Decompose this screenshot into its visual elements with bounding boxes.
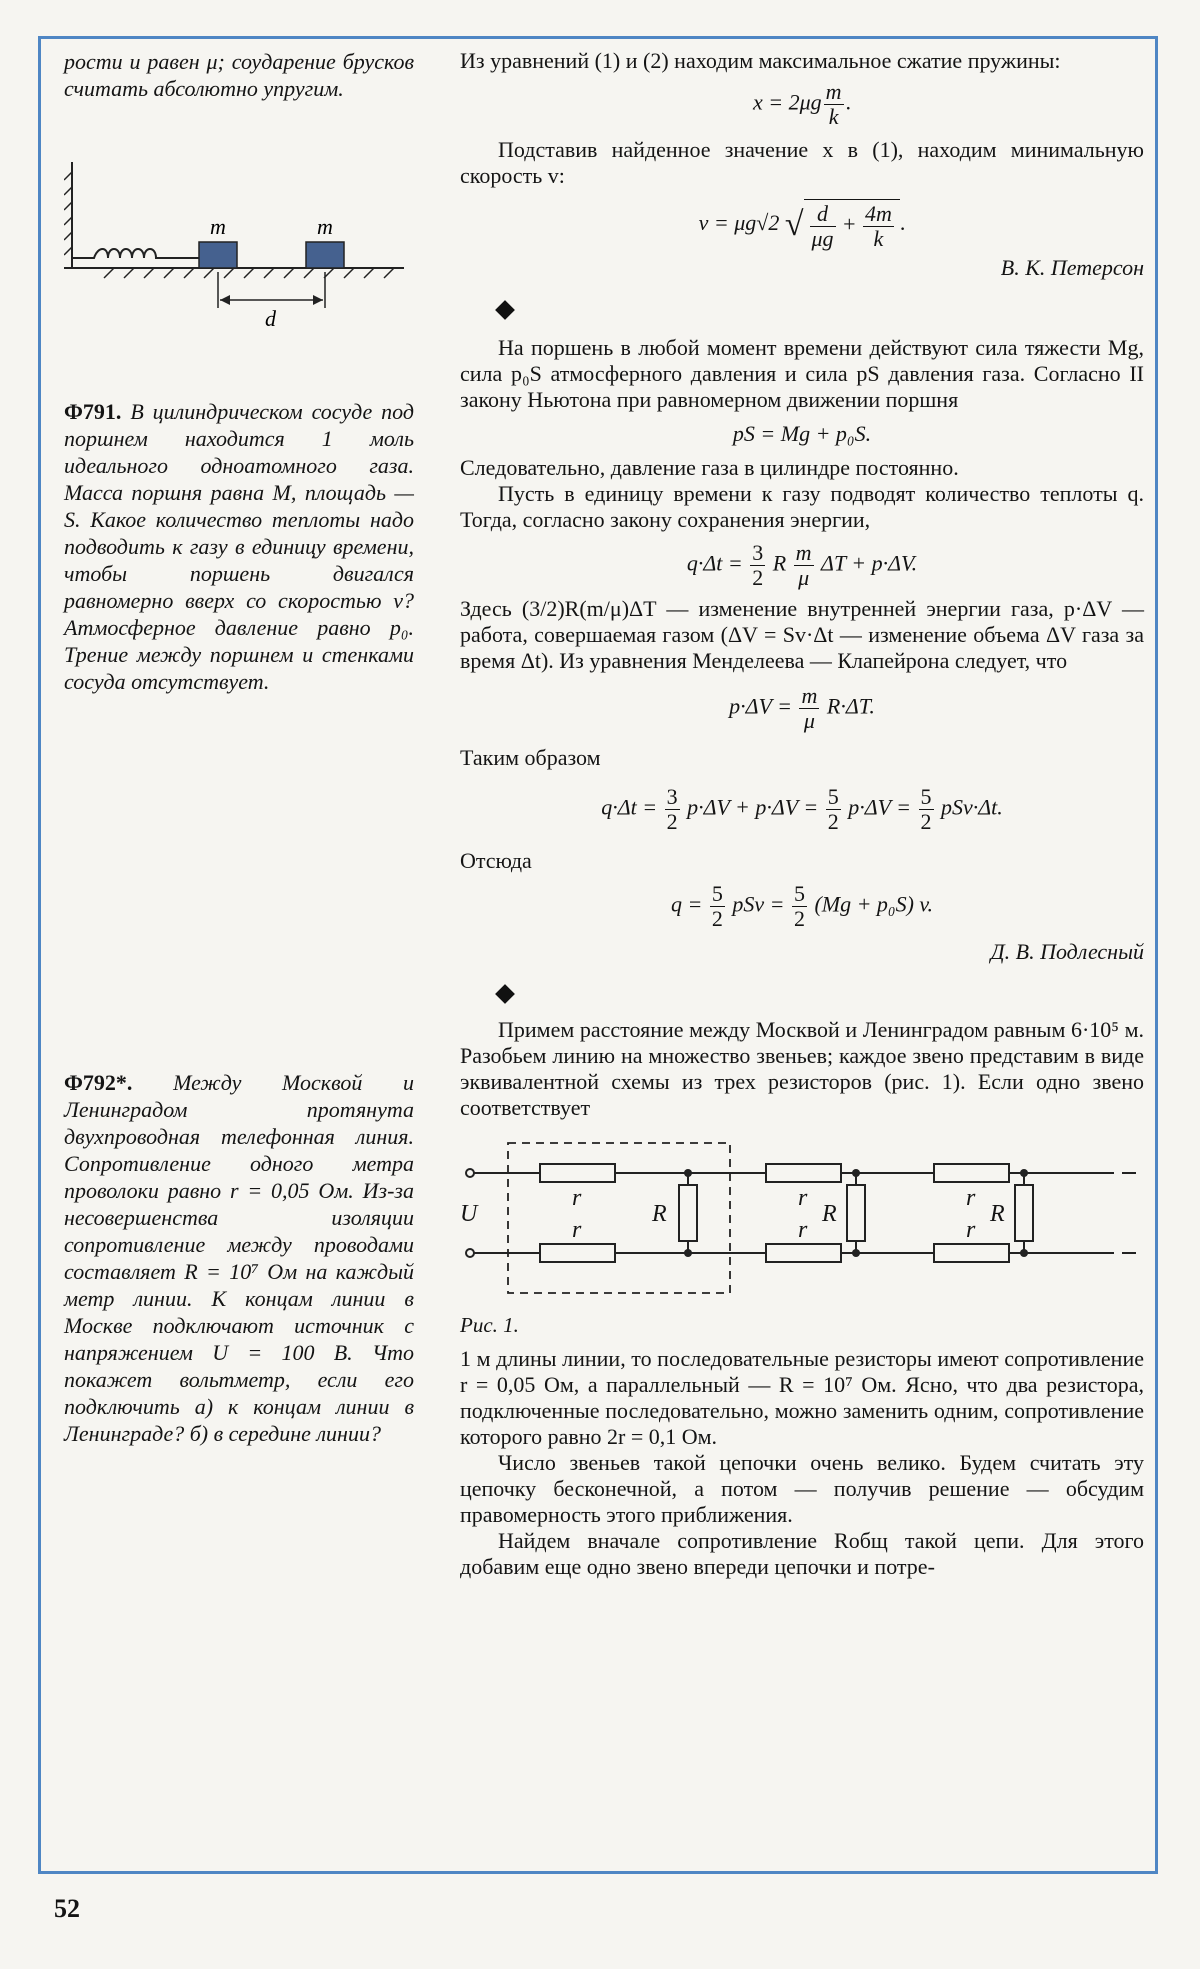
sol791-formula-4: q·Δt = $\frac{3}{2}$ p·ΔV + p·ΔV = $\frac{5}{2}$ p·ΔV = $\frac{5}{2}$ pSv·Δt.	[601, 784, 1003, 834]
sol792-paragraph-4: Найдем вначале сопротивление Rобщ такой цепи. Для этого добавим еще одно звено впереди цепочки и потре-	[460, 1528, 1144, 1579]
label-R-2: R	[822, 1201, 837, 1227]
block-right	[306, 242, 344, 268]
resistor-R-1	[679, 1185, 697, 1241]
sol790-author: В. К. Петерсон	[1000, 255, 1144, 280]
sol791-author: Д. В. Подлесный	[990, 939, 1144, 964]
sol791-formula-5: q = $\frac{5}{2}$ pSv = $\frac{5}{2}$ (Mg + p₀S) v.	[670, 881, 934, 931]
circuit-diagram	[460, 1133, 1144, 1303]
sol790-paragraph-2: Подставив найденное значение x в (1), находим минимальную скорость v:	[460, 137, 1144, 188]
sol792-paragraph-1: Примем расстояние между Москвой и Ленинградом равным 6·10⁵ м. Разобьем линию на множество звеньев; каждое звено представим в виде эквивалентной схемы из трех резисторов (рис. 1). Если одно звено соответствует	[460, 1017, 1144, 1120]
problem-f791-text: В цилиндрическом сосуде под поршнем находится 1 моль идеального одноатомного газа. Масса поршня равна M, площадь — S. Какое количество теплоты надо подводить к газу в единицу времени, чтобы поршень двигался равномерно вверх со скоростью v? Атмосферное давление равно p₀. Трение между поршнем и стенками сосуда отсутствует.	[64, 399, 415, 694]
sol791-paragraph-5: Таким образом	[460, 745, 601, 770]
sol790-formula-1: x = 2μg $\frac{m}{k}$ .	[752, 79, 852, 129]
problem-f792	[64, 1069, 414, 1447]
sol791-paragraph-1: На поршень в любой момент времени действуют сила тяжести Mg, сила p₀S атмосферного давления и сила pS давления газа. Согласно II закону Ньютона при равномерном движении поршня	[460, 335, 1144, 412]
section-diamond-1	[495, 300, 515, 320]
distance-label: d	[265, 306, 276, 330]
sol791-paragraph-3: Пусть в единицу времени к газу подводят количество теплоты q. Тогда, согласно закону сохранения энергии,	[460, 481, 1144, 532]
page-number: 52	[54, 1894, 80, 1923]
spring	[72, 249, 199, 258]
label-r-bottom-3: r	[966, 1217, 976, 1243]
sol791-paragraph-2: Следовательно, давление газа в цилиндре постоянно.	[460, 455, 959, 480]
resistor-r-top-2	[766, 1164, 841, 1182]
problem-f791	[64, 398, 414, 695]
label-r-bottom-2: r	[798, 1217, 808, 1243]
resistor-R-2	[847, 1185, 865, 1241]
section-diamond-2	[495, 984, 515, 1004]
resistor-r-bottom-2	[766, 1244, 841, 1262]
sol790-formula-2: v = μg√2 √ $\frac{d}{\mu g}$ + $\frac{4m}{k}$ .	[698, 201, 906, 251]
problem-f791-id: Ф791.	[64, 399, 122, 424]
problem-f792-text: Между Москвой и Ленинградом протянута двухпроводная телефонная линия. Сопротивление одного метра проволоки равно r = 0,05 Ом. Из-за несовершенства изоляции сопротивление между проводами составляет R = 10⁷ Ом на каждый метр линии. К концам линии в Москве подключают источник с напряжением U = 100 В. Что покажет вольтметр, если его подключить а) к концам линии в Ленинграде? б) в середине линии?	[64, 1070, 414, 1446]
label-r-top-1: r	[572, 1185, 582, 1211]
input-terminal-top	[466, 1169, 474, 1177]
sol792-paragraph-3: Число звеньев такой цепочки очень велико. Будем считать эту цепочку бесконечной, а потом — получив решение — обсудим правомерность этого приближения.	[460, 1450, 1144, 1527]
resistor-r-bottom-1	[540, 1244, 615, 1262]
problem-f792-id: Ф792*.	[64, 1070, 133, 1095]
block-left	[199, 242, 237, 268]
resistor-r-top-3	[934, 1164, 1009, 1182]
source-label-U: U	[460, 1201, 478, 1227]
label-R-3: R	[990, 1201, 1005, 1227]
sol791-formula-2: q·Δt = $\frac{3}{2}$ R $\frac{m}{\mu}$ ΔT + p·ΔV.	[686, 540, 918, 590]
right-column	[460, 48, 1144, 1580]
mass-label-1: m	[210, 214, 226, 239]
label-r-top-2: r	[798, 1185, 808, 1211]
label-r-bottom-1: r	[572, 1217, 582, 1243]
sol791-formula-1: pS = Mg + p₀S.	[732, 421, 872, 446]
resistor-R-3	[1015, 1185, 1033, 1241]
left-column	[64, 48, 414, 1447]
resistor-r-top-1	[540, 1164, 615, 1182]
spring-blocks-figure	[64, 160, 414, 330]
resistor-r-bottom-3	[934, 1244, 1009, 1262]
sol792-paragraph-2: 1 м длины линии, то последовательные резисторы имеют сопротивление r = 0,05 Ом, а параллельный — R = 10⁷ Ом. Ясно, что два резистора, подключенные последовательно, можно заменить одним, сопротивление которого равно 2r = 0,1 Ом.	[460, 1346, 1144, 1449]
label-r-top-3: r	[966, 1185, 976, 1211]
sol791-formula-3: p·ΔV = $\frac{m}{\mu}$ R·ΔT.	[729, 683, 875, 733]
sol791-paragraph-4: Здесь (3/2)R(m/μ)ΔT — изменение внутренней энергии газа, p·ΔV — работа, совершаемая газом (ΔV = Sv·Δt — изменение объема ΔV газа за время Δt). Из уравнения Менделеева — Клапейрона следует, что	[460, 596, 1144, 673]
figure-caption: Рис. 1.	[460, 1313, 519, 1337]
label-R-1: R	[652, 1201, 667, 1227]
sol790-paragraph-1: Из уравнений (1) и (2) находим максимальное сжатие пружины:	[460, 48, 1061, 73]
sol791-paragraph-6: Отсюда	[460, 848, 532, 873]
mass-label-2: m	[317, 214, 333, 239]
previous-problem-ending: рости и равен μ; соударение брусков считать абсолютно упругим.	[64, 49, 414, 101]
input-terminal-bottom	[466, 1249, 474, 1257]
